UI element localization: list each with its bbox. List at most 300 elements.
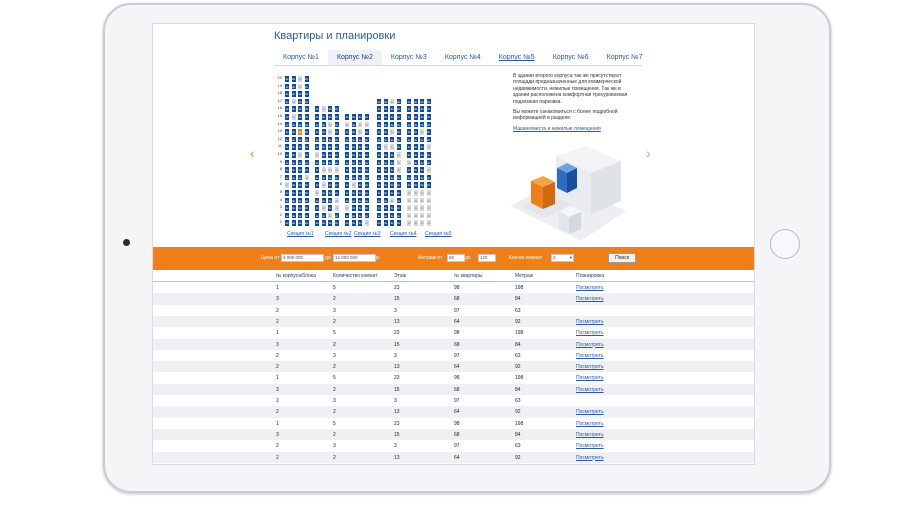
apartment-cell[interactable]: 4к — [322, 198, 325, 203]
apartment-cell[interactable]: 4к — [352, 213, 355, 218]
apartment-cell[interactable]: 2к — [427, 99, 430, 104]
apartment-cell[interactable]: 4к — [414, 137, 417, 142]
apartment-cell[interactable]: 3к — [390, 213, 394, 218]
apartment-cell[interactable]: 4к — [322, 107, 325, 112]
apartment-cell[interactable]: 3к — [328, 168, 332, 173]
apartment-cell[interactable]: 2к — [427, 137, 430, 142]
apartment-cell[interactable]: 4к — [384, 198, 387, 203]
apartment-cell[interactable]: 4к — [384, 107, 387, 112]
apartment-cell[interactable]: 3к — [420, 221, 424, 226]
apartment-cell[interactable]: 3к — [390, 183, 394, 188]
apartment-cell[interactable]: 4к — [384, 122, 387, 127]
apartment-cell[interactable]: 4к — [292, 137, 295, 142]
apartment-cell[interactable]: 2к — [365, 198, 368, 203]
apartment-cell[interactable]: 3к — [358, 160, 362, 165]
apartment-cell[interactable]: 3к — [358, 168, 362, 173]
tab-korpus-4[interactable]: Корпус №4 — [444, 54, 481, 61]
apartment-cell[interactable]: 3к — [390, 175, 394, 180]
apartment-cell[interactable]: 4к — [384, 137, 387, 142]
apartment-cell[interactable]: 4к — [292, 145, 295, 150]
apartment-cell[interactable]: 2к — [335, 137, 338, 142]
apartment-cell[interactable]: 3к — [298, 84, 302, 89]
apartment-cell[interactable]: 2к — [397, 115, 400, 119]
price-to-input[interactable]: 12 000 000 — [333, 254, 376, 262]
apartment-cell[interactable]: 1к — [345, 160, 349, 165]
apartment-cell[interactable]: 2к — [397, 130, 400, 135]
apartment-cell[interactable]: 2к — [305, 183, 308, 188]
apartment-cell[interactable]: 4к — [352, 137, 355, 142]
apartment-cell[interactable]: 4к — [352, 183, 355, 188]
apartment-cell[interactable]: 2к — [365, 115, 368, 119]
apartment-cell[interactable]: 4к — [322, 122, 325, 127]
view-layout-link[interactable]: Посмотреть — [576, 296, 604, 303]
apartment-cell[interactable]: 3к — [420, 107, 424, 112]
apartment-cell[interactable]: 1к — [407, 198, 411, 203]
view-layout-link[interactable]: Посмотреть — [576, 352, 604, 359]
apartment-cell[interactable]: 2к — [305, 122, 308, 127]
apartment-cell[interactable]: 3к — [298, 137, 302, 142]
apartment-cell[interactable]: 1к — [345, 122, 349, 127]
apartment-cell[interactable]: 1к — [407, 122, 411, 127]
apartment-cell[interactable]: 3к — [328, 107, 332, 112]
view-layout-link[interactable]: Посмотреть — [576, 375, 604, 382]
apartment-cell[interactable]: 2к — [305, 221, 308, 226]
apartment-cell[interactable]: 4к — [352, 160, 355, 165]
apartment-cell[interactable]: 2к — [305, 84, 308, 89]
apartment-cell[interactable]: 2к — [365, 175, 368, 180]
apartment-cell[interactable]: 4к — [292, 213, 295, 218]
apartment-cell[interactable]: 3к — [328, 130, 332, 135]
apartment-cell[interactable]: 4к — [414, 221, 417, 226]
apartment-cell[interactable]: 3к — [298, 145, 302, 150]
apartment-cell[interactable]: 1к — [285, 175, 289, 180]
apartment-cell[interactable]: 1к — [315, 137, 319, 142]
apartment-cell[interactable]: 1к — [377, 221, 381, 226]
apartment-cell[interactable]: 3к — [358, 175, 362, 180]
apartment-cell[interactable]: 2к — [397, 206, 400, 211]
apartment-cell[interactable]: 2к — [305, 92, 308, 97]
apartment-cell[interactable]: 2к — [397, 99, 400, 104]
apartment-cell[interactable]: 3к — [390, 99, 394, 104]
apartment-cell[interactable]: 3к — [420, 145, 424, 150]
apartment-cell[interactable]: 3к — [420, 137, 424, 142]
apartment-cell[interactable]: 3к — [420, 99, 424, 104]
apartment-cell[interactable]: 1к — [407, 191, 411, 195]
apartment-cell[interactable]: 2к — [427, 175, 430, 180]
apartment-cell[interactable]: 4к — [384, 145, 387, 150]
apartment-cell[interactable]: 1к — [285, 99, 289, 104]
apartment-cell[interactable]: 4к — [352, 206, 355, 211]
apartment-cell[interactable]: 1к — [407, 115, 411, 119]
apartment-cell[interactable]: 4к — [414, 183, 417, 188]
apartment-cell[interactable]: 3к — [390, 145, 394, 150]
apartment-cell[interactable]: 3к — [328, 213, 332, 218]
apartment-cell[interactable]: 2к — [397, 213, 400, 218]
apartment-cell[interactable]: 4к — [384, 175, 387, 180]
apartment-cell[interactable]: 1к — [377, 213, 381, 218]
apartment-cell[interactable]: 2к — [335, 130, 338, 135]
apartment-cell[interactable]: 1к — [377, 183, 381, 188]
apartment-cell[interactable]: 2к — [397, 183, 400, 188]
apartment-cell[interactable]: 1к — [315, 221, 319, 226]
apartment-cell[interactable]: 4к — [292, 221, 295, 226]
view-layout-link[interactable]: Посмотреть — [576, 386, 604, 393]
apartment-cell[interactable]: 2к — [397, 137, 400, 142]
apartment-cell[interactable]: 3к — [390, 168, 394, 173]
apartment-cell[interactable]: 2к — [365, 191, 368, 195]
apartment-cell[interactable]: 4к — [414, 99, 417, 104]
apartment-cell[interactable]: 1к — [407, 175, 411, 180]
apartment-cell[interactable]: 4к — [414, 213, 417, 218]
apartment-cell[interactable]: 1к — [345, 115, 349, 119]
apartment-cell[interactable]: 4к — [384, 115, 387, 119]
apartment-cell[interactable]: 4к — [414, 206, 417, 211]
apartment-cell[interactable]: 2к — [335, 183, 338, 188]
apartment-cell[interactable]: 1к — [345, 153, 349, 157]
apartment-cell[interactable]: 2к — [427, 168, 430, 173]
apartment-cell[interactable]: 3к — [390, 115, 394, 119]
apartment-cell[interactable]: 2к — [427, 191, 430, 195]
apartment-cell[interactable]: 4к — [414, 168, 417, 173]
apartment-cell[interactable]: 1к — [315, 183, 319, 188]
apartment-cell[interactable]: 2к — [365, 122, 368, 127]
apartment-cell[interactable]: 1к — [285, 130, 289, 135]
view-layout-link[interactable]: Посмотреть — [576, 285, 604, 291]
apartment-cell[interactable]: 4к — [384, 206, 387, 211]
apartment-cell[interactable]: 3к — [328, 137, 332, 142]
apartment-cell[interactable]: 3к — [358, 137, 362, 142]
apartment-cell[interactable]: 2к — [365, 130, 368, 135]
apartment-cell[interactable]: 2к — [365, 168, 368, 173]
apartment-cell[interactable]: 1к — [377, 99, 381, 104]
apartment-cell[interactable]: 3к — [420, 213, 424, 218]
apartment-cell[interactable]: 1к — [285, 115, 289, 119]
apartment-cell[interactable]: 3к — [420, 168, 424, 173]
apartment-cell[interactable]: 4к — [292, 115, 295, 119]
apartment-cell[interactable]: 4к — [322, 115, 325, 119]
apartment-cell[interactable]: 3к — [328, 198, 332, 203]
apartment-cell[interactable]: 1к — [315, 175, 319, 180]
apartment-cell[interactable]: 1к — [377, 175, 381, 180]
apartment-cell[interactable]: 2к — [397, 160, 400, 165]
apartment-cell[interactable]: 1к — [407, 130, 411, 135]
section-link-4[interactable]: Секция №4 — [390, 231, 417, 237]
apartment-cell[interactable]: 4к — [384, 168, 387, 173]
apartment-cell[interactable]: 3к — [298, 99, 302, 104]
apartment-cell[interactable]: 3к — [298, 160, 302, 165]
apartment-cell[interactable]: 4к — [322, 137, 325, 142]
apartment-cell[interactable]: 1к — [345, 221, 349, 226]
apartment-cell[interactable]: 4к — [292, 160, 295, 165]
apartment-cell[interactable]: 4к — [292, 84, 295, 89]
apartment-cell[interactable]: 1к — [315, 198, 319, 203]
apartment-cell[interactable]: 3к — [328, 160, 332, 165]
apartment-cell[interactable]: 3к — [358, 122, 362, 127]
apartment-cell[interactable]: 3к — [420, 160, 424, 165]
apartment-cell[interactable]: 3к — [358, 213, 362, 218]
apartment-cell[interactable]: 2к — [397, 221, 400, 226]
apartment-cell[interactable]: 2к — [427, 198, 430, 203]
apartment-cell[interactable]: 4к — [322, 183, 325, 188]
apartment-cell[interactable]: 3к — [358, 206, 362, 211]
tab-korpus-1[interactable]: Корпус №1 — [283, 54, 319, 61]
apartment-cell[interactable]: 1к — [345, 137, 349, 142]
apartment-cell[interactable]: 3к — [390, 160, 394, 165]
apartment-cell[interactable]: 4к — [292, 198, 295, 203]
apartment-cell[interactable]: 3к — [358, 191, 362, 195]
apartment-cell[interactable]: 1к — [285, 122, 289, 127]
apartment-cell[interactable]: 2к — [427, 213, 430, 218]
apartment-cell[interactable]: 2к — [305, 206, 308, 211]
apartment-cell[interactable]: 1к — [407, 168, 411, 173]
apartment-cell[interactable]: 3к — [328, 183, 332, 188]
apartment-cell[interactable]: 1к — [285, 168, 289, 173]
section-link-5[interactable]: Секция №5 — [425, 231, 452, 237]
apartment-cell[interactable]: 4к — [384, 160, 387, 165]
view-layout-link[interactable]: Посмотреть — [576, 341, 604, 348]
apartment-cell[interactable]: 4к — [292, 168, 295, 173]
apartment-cell[interactable]: 4к — [292, 107, 295, 112]
apartment-cell[interactable]: 3к — [390, 198, 394, 203]
area-from-input[interactable]: 60 — [447, 254, 465, 262]
apartment-cell[interactable]: 1к — [407, 183, 411, 188]
apartment-cell[interactable]: 1к — [285, 183, 289, 188]
apartment-cell[interactable]: 1к — [377, 145, 381, 150]
apartment-cell[interactable]: 2к — [335, 145, 338, 150]
apartment-cell[interactable]: 2к — [305, 198, 308, 203]
apartment-cell[interactable]: 3к — [358, 153, 362, 157]
view-layout-link[interactable]: Посмотреть — [576, 318, 604, 325]
apartment-cell[interactable]: 3к — [390, 130, 394, 135]
apartment-cell[interactable]: 2к — [397, 198, 400, 203]
apartment-cell[interactable]: 3к — [328, 206, 332, 211]
apartment-cell[interactable]: 4к — [414, 198, 417, 203]
apartment-cell[interactable]: 3к — [298, 183, 302, 188]
apartment-cell[interactable]: 3к — [298, 77, 302, 81]
apartment-cell[interactable]: 2к — [305, 130, 308, 135]
apartment-cell[interactable]: 3к — [390, 221, 394, 226]
apartment-cell[interactable]: 3к — [298, 206, 302, 211]
apartment-cell[interactable]: 4к — [352, 145, 355, 150]
apartment-cell[interactable]: 4к — [292, 92, 295, 97]
apartment-cell[interactable]: 2к — [335, 198, 338, 203]
apartment-cell[interactable]: 3к — [420, 115, 424, 119]
view-layout-link[interactable]: Посмотреть — [576, 454, 604, 461]
apartment-cell[interactable]: 4к — [352, 130, 355, 135]
apartment-cell[interactable]: 4к — [292, 99, 295, 104]
apartment-cell[interactable]: 1к — [285, 191, 289, 195]
section-link-3[interactable]: Секция №3 — [354, 231, 381, 237]
apartment-cell[interactable]: 3к — [390, 107, 394, 112]
apartment-cell[interactable]: 3к — [358, 145, 362, 150]
apartment-cell[interactable]: 1к — [407, 221, 411, 226]
apartment-cell[interactable]: 4к — [352, 221, 355, 226]
tab-korpus-7[interactable]: Корпус №7 — [606, 54, 643, 61]
apartment-cell[interactable]: 3к — [298, 198, 302, 203]
apartment-cell[interactable]: 3к — [298, 115, 302, 119]
apartment-cell[interactable]: 1к — [345, 175, 349, 180]
apartment-cell[interactable]: 2к — [335, 206, 338, 211]
apartment-cell[interactable]: 4к — [352, 153, 355, 157]
apartment-cell[interactable]: 1к — [285, 107, 289, 112]
apartment-cell[interactable]: 4к — [384, 221, 387, 226]
apartment-cell[interactable]: 1к — [377, 198, 381, 203]
apartment-cell[interactable]: 1к — [345, 206, 349, 211]
apartment-cell[interactable]: 1к — [377, 191, 381, 195]
apartment-cell[interactable]: 4к — [414, 107, 417, 112]
apartment-cell[interactable]: 2к — [305, 99, 308, 104]
apartment-cell[interactable]: 2к — [427, 183, 430, 188]
apartment-cell[interactable]: 1к — [285, 77, 289, 81]
apartment-cell[interactable]: 4к — [292, 191, 295, 195]
apartment-cell[interactable]: 3к — [390, 137, 394, 142]
apartment-cell[interactable]: 4к — [352, 191, 355, 195]
tab-korpus-2[interactable]: Корпус №2 — [328, 50, 382, 65]
apartment-cell[interactable]: 4к — [292, 175, 295, 180]
apartment-cell[interactable]: 3к — [328, 122, 332, 127]
apartment-cell[interactable]: 4к — [292, 183, 295, 188]
apartment-cell[interactable]: 1к — [315, 213, 319, 218]
apartment-cell[interactable]: 4к — [322, 145, 325, 150]
apartment-cell[interactable]: 3к — [420, 183, 424, 188]
apartment-cell[interactable]: 1к — [285, 160, 289, 165]
apartment-cell[interactable]: 4к — [352, 115, 355, 119]
apartment-cell[interactable]: 1к — [315, 153, 319, 157]
apartment-cell[interactable]: 1к — [407, 137, 411, 142]
apartment-cell[interactable]: 2к — [427, 160, 430, 165]
apartment-cell[interactable]: 1к — [315, 191, 319, 195]
apartment-cell[interactable]: 1к — [377, 168, 381, 173]
apartment-cell[interactable]: 2к — [365, 221, 368, 226]
apartment-cell[interactable]: 1к — [285, 145, 289, 150]
apartment-cell[interactable]: 3к — [298, 168, 302, 173]
commercial-link[interactable]: Машиноместа и нежилые помещения — [513, 125, 601, 132]
apartment-cell[interactable]: 1к — [407, 206, 411, 211]
apartment-cell[interactable]: 4к — [292, 122, 295, 127]
apartment-cell[interactable]: 2к — [397, 191, 400, 195]
apartment-cell[interactable]: 1к — [315, 145, 319, 150]
apartment-cell[interactable]: 1к — [345, 130, 349, 135]
apartment-cell[interactable]: 4к — [414, 153, 417, 157]
apartment-cell[interactable]: 2к — [427, 115, 430, 119]
apartment-cell[interactable]: 1к — [345, 198, 349, 203]
apartment-cell[interactable]: 1к — [345, 145, 349, 150]
apartment-cell[interactable]: 2к — [335, 213, 338, 218]
apartment-cell[interactable]: 2к — [335, 168, 338, 173]
apartment-cell[interactable]: 4к — [322, 221, 325, 226]
apartment-cell[interactable]: 4к — [292, 130, 295, 135]
apartment-cell[interactable]: 3к — [298, 92, 302, 97]
apartment-cell[interactable]: 2к — [365, 213, 368, 218]
apartment-cell[interactable]: 4к — [414, 130, 417, 135]
apartment-cell[interactable]: 2к — [427, 145, 430, 150]
apartment-cell[interactable]: 4к — [414, 160, 417, 165]
apartment-cell[interactable]: 2к — [427, 122, 430, 127]
apartment-cell[interactable]: 2к — [427, 130, 430, 135]
tab-korpus-6[interactable]: Корпус №6 — [552, 54, 589, 61]
apartment-cell[interactable]: 1к — [407, 145, 411, 150]
apartment-cell[interactable]: 3к — [328, 145, 332, 150]
apartment-cell[interactable]: 3к — [298, 122, 302, 127]
apartment-cell[interactable]: 4к — [352, 175, 355, 180]
apartment-cell[interactable]: 1к — [285, 84, 289, 89]
apartment-cell[interactable]: 4к — [292, 153, 295, 157]
apartment-cell[interactable]: 1к — [315, 115, 319, 119]
apartment-cell[interactable]: 4к — [384, 99, 387, 104]
apartment-cell[interactable]: 2к — [365, 183, 368, 188]
apartment-cell[interactable]: 1к — [377, 137, 381, 142]
apartment-cell[interactable]: 3к — [328, 175, 332, 180]
apartment-cell[interactable]: 3к — [298, 107, 302, 112]
apartment-cell[interactable]: 4к — [414, 145, 417, 150]
apartment-cell[interactable]: 1к — [377, 153, 381, 157]
apartment-cell[interactable]: 4к — [414, 191, 417, 195]
apartment-cell[interactable]: 3к — [420, 122, 424, 127]
apartment-cell[interactable]: 4к — [414, 175, 417, 180]
apartment-cell[interactable]: 4к — [322, 206, 325, 211]
apartment-cell[interactable]: 3к — [298, 153, 302, 157]
apartment-cell[interactable]: 2к — [335, 221, 338, 226]
apartment-cell[interactable]: 3к — [420, 153, 424, 157]
apartment-cell[interactable]: 2к — [397, 107, 400, 112]
apartment-cell[interactable]: 2к — [397, 175, 400, 180]
apartment-cell[interactable]: 3к — [358, 115, 362, 119]
apartment-cell[interactable]: 2к — [305, 168, 308, 173]
apartment-cell[interactable]: 4к — [322, 160, 325, 165]
area-to-input[interactable]: 120 — [478, 254, 496, 262]
search-button[interactable]: Поиск — [608, 253, 636, 263]
apartment-cell[interactable]: 2к — [365, 137, 368, 142]
apartment-cell[interactable]: 2к — [335, 175, 338, 180]
apartment-cell[interactable]: 1к — [285, 153, 289, 157]
view-layout-link[interactable]: Посмотреть — [576, 420, 604, 427]
apartment-cell[interactable]: 4к — [384, 213, 387, 218]
apartment-cell[interactable]: 1к — [315, 107, 319, 112]
apartment-cell[interactable]: 4к — [384, 130, 387, 135]
apartment-cell[interactable]: 3к — [328, 221, 332, 226]
apartment-cell[interactable]: 2к — [397, 145, 400, 150]
apartment-cell[interactable]: 4к — [322, 153, 325, 157]
apartment-cell[interactable]: 2к — [335, 160, 338, 165]
apartment-cell[interactable]: 4к — [322, 213, 325, 218]
apartment-cell[interactable]: 2к — [305, 77, 308, 81]
apartment-cell[interactable]: 3к — [328, 191, 332, 195]
section-link-2[interactable]: Секция №2 — [325, 231, 352, 237]
apartment-cell[interactable]: 3к — [328, 153, 332, 157]
apartment-cell[interactable]: 1к — [315, 168, 319, 173]
view-layout-link[interactable]: Посмотреть — [576, 409, 604, 416]
apartment-cell[interactable]: 2к — [305, 153, 308, 157]
apartment-cell[interactable]: 1к — [377, 115, 381, 119]
apartment-cell[interactable]: 3к — [420, 198, 424, 203]
apartment-cell[interactable]: 1к — [315, 122, 319, 127]
apartment-cell[interactable]: 2к — [335, 191, 338, 195]
apartment-cell[interactable]: 4к — [384, 191, 387, 195]
apartment-cell[interactable]: 3к — [358, 130, 362, 135]
apartment-cell[interactable]: 4к — [414, 122, 417, 127]
apartment-cell[interactable]: 1к — [345, 183, 349, 188]
apartment-cell[interactable]: 4к — [292, 77, 295, 81]
apartment-cell[interactable]: 1к — [285, 213, 289, 218]
price-from-input[interactable]: 3 000 000 — [281, 254, 324, 262]
apartment-cell[interactable]: 1к — [285, 92, 289, 97]
apartment-cell[interactable]: 2к — [365, 145, 368, 150]
apartment-cell[interactable]: 4к — [292, 206, 295, 211]
apartment-cell[interactable]: 2к — [365, 153, 368, 157]
apartment-cell[interactable]: 2к — [305, 191, 308, 195]
apartment-cell[interactable]: 2к — [397, 122, 400, 127]
apartment-cell[interactable]: 3к — [328, 115, 332, 119]
